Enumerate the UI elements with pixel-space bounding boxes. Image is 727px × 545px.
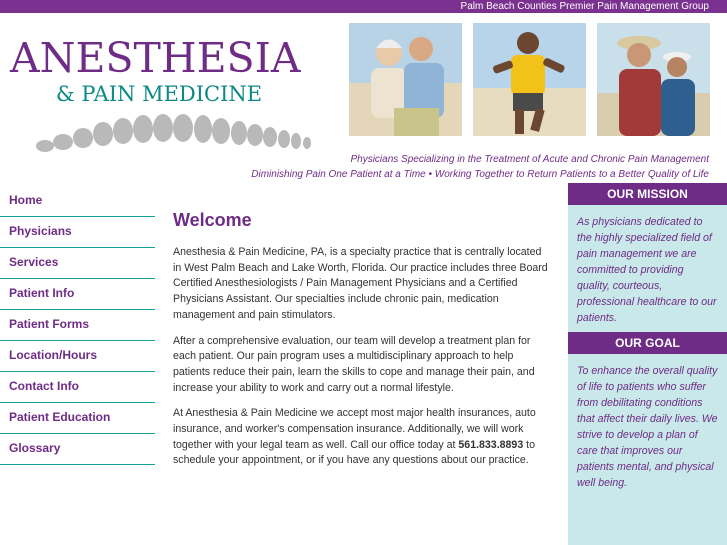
nav-patient-education[interactable]: Patient Education	[0, 403, 155, 434]
nav-physicians[interactable]: Physicians	[0, 217, 155, 248]
nav-patient-forms[interactable]: Patient Forms	[0, 310, 155, 341]
nav-glossary[interactable]: Glossary	[0, 434, 155, 465]
nav-contact-info[interactable]: Contact Info	[0, 372, 155, 403]
nav-services[interactable]: Services	[0, 248, 155, 279]
site-logo[interactable]	[10, 30, 340, 155]
nav-location-hours[interactable]: Location/Hours	[0, 341, 155, 372]
sidebar	[568, 183, 727, 545]
mission-heading: OUR MISSION	[568, 183, 727, 205]
main-content	[173, 207, 548, 479]
insurance-text-end: to schedule your appointment, or if you have any questions about our practice.	[173, 438, 536, 467]
spine-graphic	[35, 110, 315, 154]
goal-text: To enhance the overall quality of life to patients who suffer from debilitating conditions that affect their daily lives. We strive to develop a plan of care that improves our patients mental, and physical well being.	[577, 365, 718, 489]
photo-couple-hats	[597, 23, 710, 136]
logo-title: ANESTHESIA	[10, 34, 301, 82]
page-title: Welcome	[173, 210, 252, 230]
phone-number[interactable]: 561.833.8893	[458, 438, 524, 451]
logo-subtitle: & PAIN MEDICINE	[56, 82, 263, 106]
top-tagline: Palm Beach Counties Premier Pain Management Group	[460, 1, 709, 12]
nav-patient-info[interactable]: Patient Info	[0, 279, 155, 310]
evaluation-paragraph: After a comprehensive evaluation, our team will develop a treatment plan for each patient. Our pain program uses a multidisciplinary approach to help patients reduce their pain, learn the skills to cope and manage their pain, and increase your ability to work and carry out a normal lifestyle.	[173, 334, 535, 394]
top-bar	[0, 0, 727, 13]
mission-text: As physicians dedicated to the highly specialized field of pain management we are committed to providing quality, courteous, professional healthcare to our patients.	[577, 216, 717, 324]
goal-heading: OUR GOAL	[568, 332, 727, 354]
insurance-paragraph	[173, 406, 548, 469]
photo-man-running	[473, 23, 586, 136]
nav-home[interactable]: Home	[0, 186, 155, 217]
main-nav	[0, 186, 155, 465]
insurance-text: At Anesthesia & Pain Medicine we accept most major health insurances, auto insurance, and worker's compensation insurance. Additionally, we will work together with your legal team as well. Call our office today at	[173, 407, 536, 451]
photo-couple-beach	[349, 23, 462, 136]
header-subtitle-2: Diminishing Pain One Patient at a Time • Working Together to Return Patients to a Better Quality of Life	[251, 169, 709, 180]
header-subtitle-1: Physicians Specializing in the Treatment of Acute and Chronic Pain Management	[350, 154, 709, 165]
intro-paragraph: Anesthesia & Pain Medicine, PA, is a specialty practice that is centrally located in West Palm Beach and Lake Worth, Florida. Our practice includes three Board Certified Anesthesiologists / Pain Management Physicians and a Certified Physicians Assistant. Our specialties include chronic pain, medication management and pain stimulators.	[173, 246, 548, 321]
